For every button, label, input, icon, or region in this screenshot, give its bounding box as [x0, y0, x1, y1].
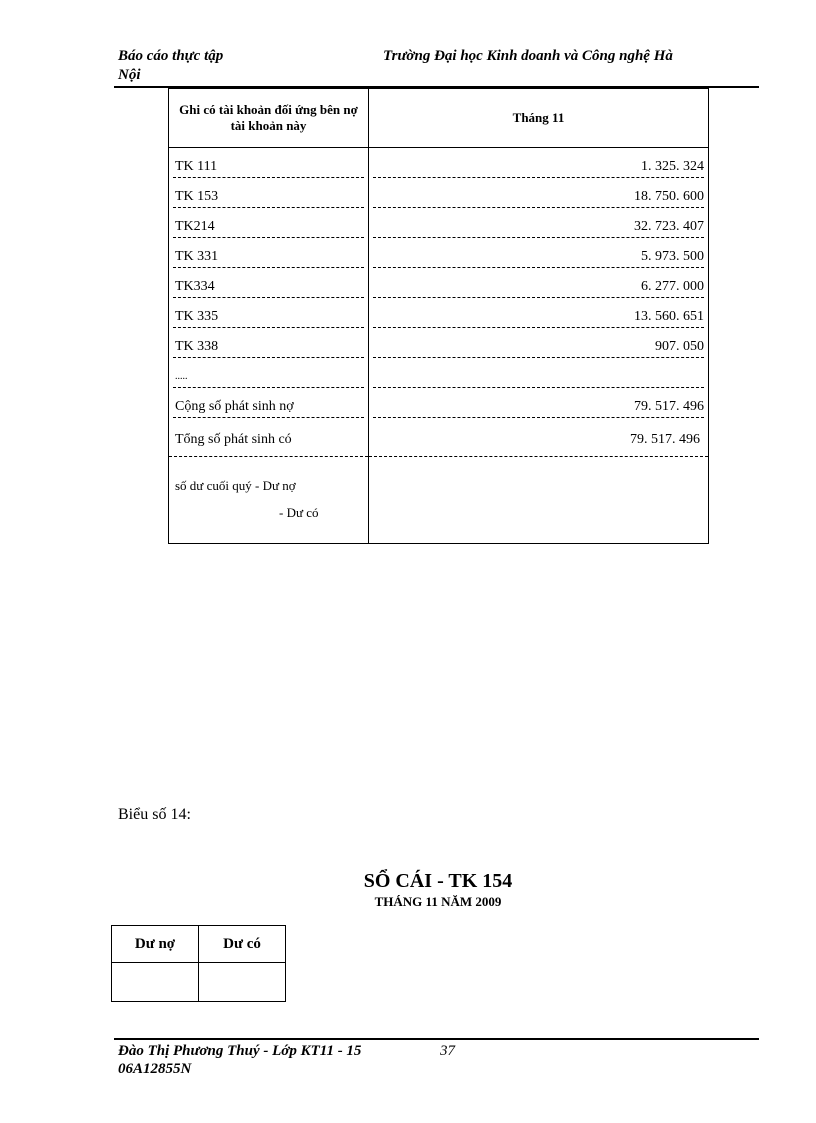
balance-row: [169, 457, 709, 544]
balance-value-cell: [369, 457, 709, 544]
total-debit-label: Cộng số phát sinh nợ: [173, 398, 364, 418]
total-debit-value: 79. 517. 496: [373, 398, 704, 418]
amount-cell: 18. 750. 600: [373, 188, 704, 208]
footer-rule: [114, 1038, 759, 1040]
ledger-header-row: [169, 89, 709, 148]
table-row: [169, 208, 709, 238]
table-row: [169, 358, 709, 388]
account-cell: .....: [173, 368, 364, 388]
debit-balance-header: Dư nợ: [112, 926, 199, 963]
month-column-header: Tháng 11: [369, 89, 709, 148]
total-credit-label: Tổng số phát sinh có: [175, 432, 292, 447]
account-cell: TK 338: [173, 338, 364, 358]
amount-cell: [373, 368, 704, 388]
amount-cell: 5. 973. 500: [373, 248, 704, 268]
table-row: [169, 388, 709, 418]
balance-credit-label: - Dư có: [279, 505, 319, 520]
total-credit-value: 79. 517. 496: [630, 432, 700, 447]
account-cell: TK 331: [173, 248, 364, 268]
debit-balance-cell: [112, 963, 199, 1002]
account-cell: TK214: [173, 218, 364, 238]
table-row: [112, 963, 286, 1002]
amount-cell: 6. 277. 000: [373, 278, 704, 298]
footer-student-id: 06A12855N: [118, 1061, 192, 1077]
account-cell: TK 335: [173, 308, 364, 328]
balance-debit-label: số dư cuối quý - Dư nợ: [175, 478, 296, 493]
account-cell: TK 153: [173, 188, 364, 208]
page-title: SỔ CÁI - TK 154: [363, 870, 513, 892]
page-subtitle: THÁNG 11 NĂM 2009: [374, 894, 502, 909]
amount-cell: 13. 560. 651: [373, 308, 704, 328]
table-row: [169, 298, 709, 328]
balance-summary-table: [111, 925, 286, 1002]
page-number: 37: [440, 1043, 455, 1059]
total-credit-row: [169, 418, 709, 457]
amount-cell: 1. 325. 324: [373, 158, 704, 178]
figure-caption: Biểu số 14:: [118, 806, 191, 823]
footer-author: Đào Thị Phương Thuý - Lớp KT11 - 15: [118, 1043, 362, 1059]
table-header-row: [112, 926, 286, 963]
table-row: [169, 148, 709, 179]
table-row: [169, 178, 709, 208]
header-right-title: Trường Đại học Kinh doanh và Công nghệ Hà: [383, 48, 673, 64]
header-left-title: Báo cáo thực tập: [118, 48, 224, 64]
table-row: [169, 268, 709, 298]
credit-balance-header: Dư có: [199, 926, 286, 963]
account-cell: TK334: [173, 278, 364, 298]
header-left-continuation: Nội: [118, 67, 141, 83]
amount-cell: 32. 723. 407: [373, 218, 704, 238]
amount-cell: 907. 050: [373, 338, 704, 358]
table-row: [169, 328, 709, 358]
credit-balance-cell: [199, 963, 286, 1002]
account-cell: TK 111: [173, 158, 364, 178]
account-column-header: Ghi có tài khoản đối ứng bên nợ tài khoản này: [169, 89, 369, 148]
ledger-table: [168, 88, 709, 544]
table-row: [169, 238, 709, 268]
